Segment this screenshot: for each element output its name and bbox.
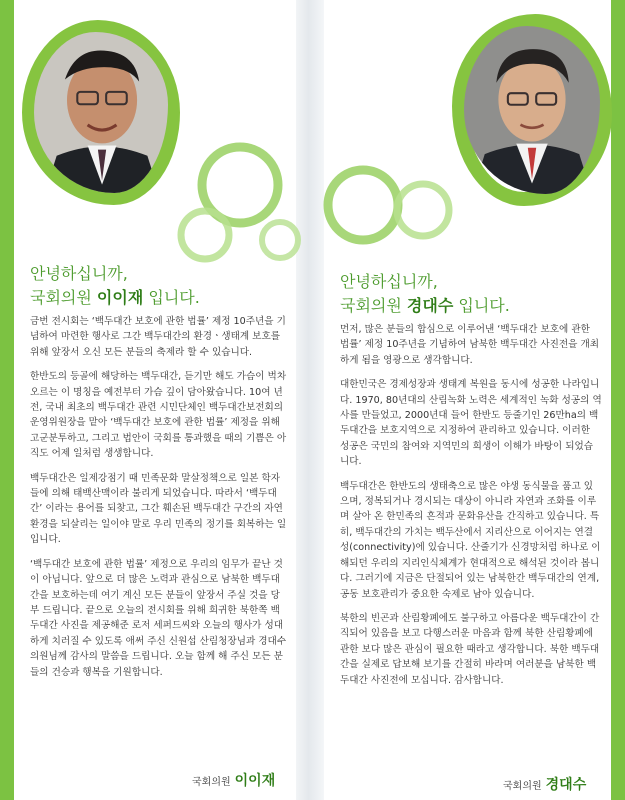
left-greeting [30,262,290,310]
left-paragraph: 백두대간은 일제강점기 때 민족문화 말살정책으로 일본 학자들에 의해 태백산맥이라 불리게 되었습니다. 따라서 ‘백두대간’ 이라는 용어를 되찾고, 그간 훼손된 백두대간 구간의 자연환경을 되살리는 일이야 말로 우리 민족의 정기를 회복하는 일입니다. [30,472,287,546]
right-greeting-line2: 국회의원 경대수 입니다. [340,296,510,315]
left-paragraph: 한반도의 등골에 해당하는 백두대간, 듣기만 해도 가슴이 벅차오르는 이 명칭을 예전부터 가슴 깊이 담아왔습니다. 10여 년 전, 국내 최초의 백두대간 관련 시민단체인 백두대간보전회의 운영위원장을 맡아 ‘백두대간 보호에 관한 법률’ 제정을 위해 고군분투하고, 그리고 법안이 국회를 통과했을 때의 기쁨은 아직도 어제 일처럼 생생합니다. [30,371,287,460]
portrait-photo-left [22,20,180,205]
left-green-border [0,0,14,800]
green-ring-decoration [170,140,320,270]
right-body-text [340,322,602,697]
left-signature: 국회의원 이이재 [192,773,276,789]
left-greeting-line2: 국회의원 이이재 입니다. [30,288,200,307]
left-body-text [30,314,288,689]
left-speaker-name: 이이재 [96,288,144,307]
right-signature-name: 경대수 [545,777,587,793]
left-paragraph: 금번 전시회는 ‘백두대간 보호에 관한 법률’ 제정 10주년을 기념하여 마련한 행사로 그간 백두대간의 환경ㆍ생태계 보호를 위해 앞장서 오신 모든 분들의 축제라 할 수 있습니다. [30,316,286,358]
right-greeting-line1: 안녕하십니까, [340,272,438,291]
right-paragraph: 먼저, 많은 분들의 합심으로 이루어낸 ‘백두대간 보호에 관한 법률’ 제정 10주년을 기념하여 남북한 백두대간 사진전을 개최하게 됨을 영광으로 생각합니다. [340,324,600,366]
left-paragraph: ‘백두대간 보호에 관한 법률’ 제정으로 우리의 임무가 끝난 것이 아닙니다. 앞으로 더 많은 노력과 관심으로 남북한 백두대간을 보호하는데 여기 계신 모든 분들이 앞장서 주실 것을 당부 드립니다. 끝으로 오늘의 전시회를 위해 희귀한 북한쪽 백두대간 사진을 제공해준 로저 세퍼드씨와 오늘의 행사가 성대하게 치러질 수 있도록 애써 주신 신원섭 산림청장님과 경대수 의원님께 감사의 말씀을 드립니다. 오늘 함께 해 주신 모든 분들의 건승과 행복을 기원합니다. [30,558,287,678]
left-signature-name: 이이재 [234,773,276,789]
portrait-photo-right [452,14,612,206]
right-paragraph: 대한민국은 경제성장과 생태계 복원을 동시에 성공한 나라입니다. 1970, 80년대의 산림녹화 노력은 세계적인 녹화 성공의 역사를 만들었고, 2000년대 들어 한반도 등줄기인 26만ha의 백두대간을 보호지역으로 지정하여 관리하고 있습니다. 이러한 성공은 국민의 참여와 지역민의 희생이 이해가 바탕이 되었습니다. [340,379,602,468]
right-paragraph: 북한의 빈곤과 산림황폐에도 불구하고 아름다운 백두대간이 간직되어 있음을 보고 다행스러운 마음과 함께 북한 산림황폐에 관한 보다 많은 관심이 필요한 때라고 생각합니다. 북한 백두대간을 실제로 답보해 보기를 간절히 바라며 여러분을 남북한 백두대간 사진전에 모십니다. 감사합니다. [340,612,600,686]
right-speaker-name: 경대수 [406,296,454,315]
page-fold [296,0,324,800]
left-greeting-line1: 안녕하십니까, [30,264,128,283]
right-greeting [340,270,600,318]
right-green-border [611,0,625,800]
green-ring-decoration [318,150,468,270]
right-signature: 국회의원 경대수 [503,777,587,793]
right-paragraph: 백두대간은 한반도의 생태축으로 많은 야생 동식물을 품고 있으며, 정복되거나 경시되는 대상이 아니라 자연과 조화를 이루며 살아 온 한민족의 흔적과 문화유산을 간직하고 있습니다. 특히, 백두대간의 가치는 백두산에서 지리산으로 이어지는 연결성(connectivity)에 있습니다. 산줄기가 신경망처럼 하나로 이해되던 우리의 지리인식체계가 현대적으로 해석된 것이라 봅니다. 그러기에 지금은 단절되어 있는 남북한간 백두대간의 연계, 공동 보호관리가 중요한 숙제로 남아 있습니다. [340,480,601,600]
